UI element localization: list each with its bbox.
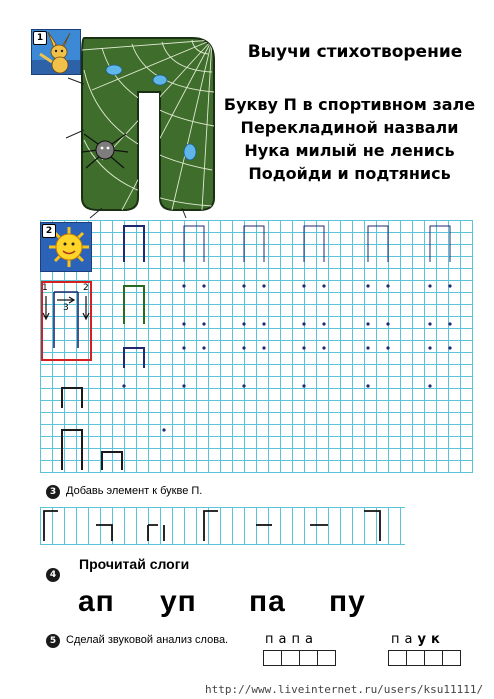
word-pauk: [391, 632, 445, 647]
sound-cells-papa[interactable]: [263, 650, 335, 665]
word-pauk-end: ук: [417, 632, 445, 647]
arrow-label-left: 1: [42, 283, 48, 293]
syllable-ap: ап: [78, 585, 115, 618]
sound-cells-pauk[interactable]: [388, 650, 460, 665]
poem-line: Нука милый не ленись: [244, 141, 455, 160]
syllable-pu: пу: [329, 585, 366, 618]
task-5-number: 5: [46, 634, 60, 648]
sound-cell[interactable]: [406, 650, 425, 666]
spider-web-letter-p-icon: [62, 30, 222, 220]
task-1-number: 1: [33, 31, 47, 45]
arrow-label-right: 2: [83, 283, 89, 293]
grid-letter-strokes: [40, 220, 474, 474]
poem-line: Букву П в спортивном зале: [223, 95, 476, 114]
task-2-number: 2: [42, 224, 56, 238]
syllable-pa: па: [249, 585, 286, 618]
strip-elements: [40, 507, 410, 545]
sound-cell[interactable]: [263, 650, 282, 666]
task-3-instruction: Добавь элемент к букве П.: [66, 485, 203, 497]
sound-cell[interactable]: [388, 650, 407, 666]
task-3-number: 3: [46, 485, 60, 499]
sound-cell[interactable]: [442, 650, 461, 666]
sound-cell[interactable]: [299, 650, 318, 666]
sound-cell[interactable]: [281, 650, 300, 666]
word-pauk-start: па: [391, 632, 418, 647]
poem-title: Выучи стихотворение: [247, 42, 463, 62]
source-url: http://www.liveinternet.ru/users/ksu11111/: [205, 683, 484, 696]
syllable-up: уп: [160, 585, 197, 618]
poem-line: Подойди и подтянись: [248, 164, 451, 183]
arrow-label-top: 3: [63, 303, 69, 313]
word-papa: папа: [265, 632, 318, 647]
poem-line: Перекладиной назвали: [240, 118, 459, 137]
task-4-instruction: Прочитай слоги: [79, 556, 190, 572]
task-4-number: 4: [46, 568, 60, 582]
sound-cell[interactable]: [424, 650, 443, 666]
sound-cell[interactable]: [317, 650, 336, 666]
task-5-instruction: Сделай звуковой анализ слова.: [66, 634, 229, 646]
